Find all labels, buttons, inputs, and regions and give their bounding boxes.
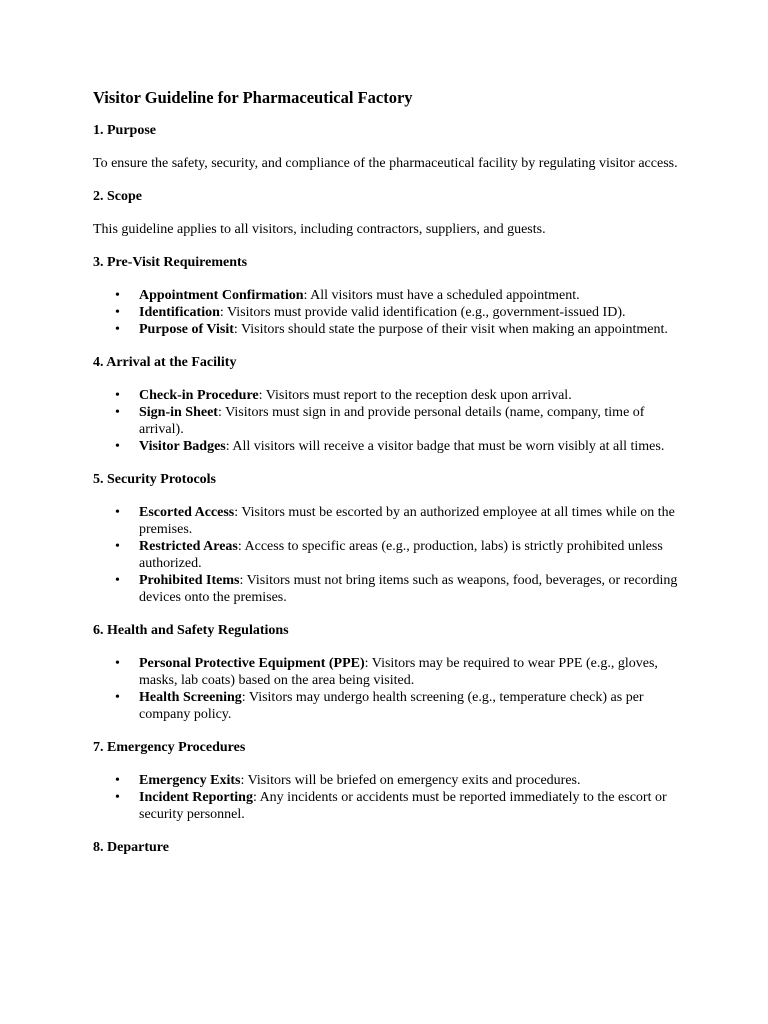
list-item — [93, 304, 683, 321]
bullet-icon: • — [115, 690, 120, 705]
document-content — [93, 88, 683, 872]
list-item — [93, 789, 683, 823]
section-heading-security: 5. Security Protocols — [93, 472, 216, 487]
item-term: Check-in Procedure — [139, 388, 259, 403]
bullet-icon: • — [115, 439, 120, 454]
section-heading-emergency: 7. Emergency Procedures — [93, 740, 246, 755]
purpose-paragraph: To ensure the safety, security, and compliance of the pharmaceutical facility by regulating visitor access. — [93, 156, 678, 171]
item-term: Visitor Badges — [139, 439, 226, 454]
item-text: : Visitors must be escorted by an authorized employee at all times while on the premises. — [139, 505, 675, 537]
item-term: Prohibited Items — [139, 573, 240, 588]
list-item — [93, 404, 683, 438]
bullet-icon: • — [115, 790, 120, 805]
item-text: : Visitors may be required to wear PPE (e.g., gloves, masks, lab coats) based on the area being visited. — [139, 656, 658, 688]
section-heading-health: 6. Health and Safety Regulations — [93, 623, 289, 638]
item-term: Restricted Areas — [139, 539, 238, 554]
list-item — [93, 772, 683, 789]
item-term: Identification — [139, 305, 220, 320]
bullet-icon: • — [115, 322, 120, 337]
list-item — [93, 321, 683, 338]
item-text: : Visitors will be briefed on emergency exits and procedures. — [240, 773, 581, 788]
item-text: : Visitors must not bring items such as weapons, food, beverages, or recording devices onto the premises. — [139, 573, 678, 605]
item-term: Appointment Confirmation — [139, 288, 304, 303]
bullet-icon: • — [115, 388, 120, 403]
bullet-icon: • — [115, 773, 120, 788]
list-item — [93, 689, 683, 723]
section-heading-arrival: 4. Arrival at the Facility — [93, 355, 237, 370]
bullet-icon: • — [115, 573, 120, 588]
bullet-icon: • — [115, 405, 120, 420]
item-text: : All visitors must have a scheduled appointment. — [303, 288, 580, 303]
section-heading-departure: 8. Departure — [93, 840, 169, 855]
item-term: Incident Reporting — [139, 790, 253, 805]
item-term: Escorted Access — [139, 505, 235, 520]
section-heading-pre-visit: 3. Pre-Visit Requirements — [93, 255, 248, 270]
document-title: Visitor Guideline for Pharmaceutical Factory — [93, 88, 413, 107]
list-item — [93, 387, 683, 404]
item-term: Emergency Exits — [139, 773, 241, 788]
item-text: : All visitors will receive a visitor badge that must be worn visibly at all times. — [225, 439, 665, 454]
item-text: : Any incidents or accidents must be reported immediately to the escort or security personnel. — [139, 790, 667, 822]
list-item — [93, 655, 683, 689]
item-term: Sign-in Sheet — [139, 405, 218, 420]
section-heading-scope: 2. Scope — [93, 189, 142, 204]
item-term: Health Screening — [139, 690, 242, 705]
bullet-icon: • — [115, 539, 120, 554]
emergency-list — [93, 772, 683, 823]
list-item — [93, 504, 683, 538]
pre-visit-list — [93, 287, 683, 338]
security-list — [93, 504, 683, 606]
list-item — [93, 438, 683, 455]
bullet-icon: • — [115, 656, 120, 671]
bullet-icon: • — [115, 288, 120, 303]
section-heading-purpose: 1. Purpose — [93, 123, 156, 138]
bullet-icon: • — [115, 305, 120, 320]
arrival-list — [93, 387, 683, 455]
item-term: Purpose of Visit — [139, 322, 234, 337]
scope-paragraph: This guideline applies to all visitors, including contractors, suppliers, and guests. — [93, 222, 546, 237]
list-item — [93, 572, 683, 606]
list-item — [93, 287, 683, 304]
item-term: Personal Protective Equipment (PPE) — [139, 656, 365, 671]
item-text: : Visitors may undergo health screening (e.g., temperature check) as per company policy. — [139, 690, 644, 722]
item-text: : Visitors must sign in and provide personal details (name, company, time of arrival). — [139, 405, 645, 437]
item-text: : Visitors must report to the reception desk upon arrival. — [258, 388, 572, 403]
health-list — [93, 655, 683, 723]
item-text: : Access to specific areas (e.g., production, labs) is strictly prohibited unless authorized. — [139, 539, 663, 571]
item-text: : Visitors should state the purpose of their visit when making an appointment. — [233, 322, 668, 337]
list-item — [93, 538, 683, 572]
bullet-icon: • — [115, 505, 120, 520]
item-text: : Visitors must provide valid identification (e.g., government-issued ID). — [219, 305, 626, 320]
